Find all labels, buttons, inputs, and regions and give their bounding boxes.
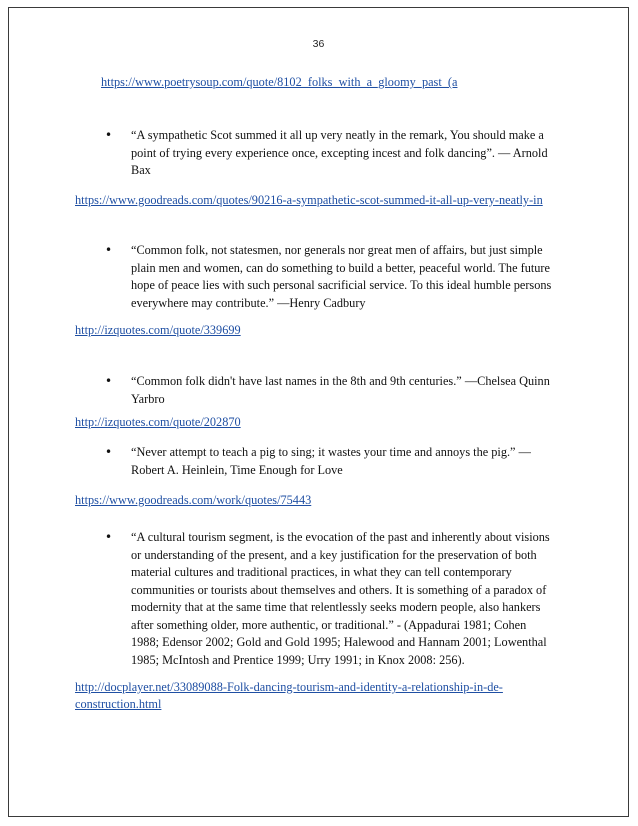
quote-line: hope of peace lies with such personal sacrificial service. To this ideal humble persons bbox=[131, 278, 552, 292]
quote-line: communities or tourists about themselves and others. It is something of a paradox of bbox=[131, 582, 547, 597]
source-link[interactable]: https://www.goodreads.com/quotes/90216-a-sympathetic-scot-summed-it-all-up-very-neatly-in bbox=[75, 193, 543, 207]
source-link[interactable]: http://izquotes.com/quote/202870 bbox=[75, 415, 241, 429]
document-page bbox=[8, 7, 629, 817]
bullet-icon: • bbox=[105, 128, 113, 142]
quote-text bbox=[131, 529, 566, 669]
quote-line: “Common folk, not statesmen, nor generals nor great men of affairs, but just simple bbox=[131, 243, 543, 257]
quote-item bbox=[75, 444, 566, 479]
quote-line: Bax bbox=[131, 163, 151, 177]
quote-line: material cultures and traditional practices, in what they can tell contemporary bbox=[131, 565, 512, 579]
quote-line: after something older, more authentic, or traditional.” - (Appadurai 1981; Cohen bbox=[131, 617, 527, 632]
quote-item bbox=[75, 529, 566, 669]
quote-line: 1985; McIntosh and Prentice 1999; Urry 1991; in Knox 2008: 256). bbox=[131, 652, 465, 667]
quote-item bbox=[75, 242, 566, 312]
quote-line: plain men and women, can do something to build a better, peaceful world. The future bbox=[131, 260, 550, 275]
quote-line: Robert A. Heinlein, Time Enough for Love bbox=[131, 462, 343, 477]
quote-text bbox=[131, 242, 566, 312]
quote-line: everywhere may contribute.” ―Henry Cadbury bbox=[131, 295, 366, 310]
quote-item bbox=[75, 373, 566, 408]
quote-text bbox=[131, 444, 566, 479]
source-link[interactable]: http://docplayer.net/33089088-Folk-dancing-tourism-and-identity-a-relationship-in-de-construction.html bbox=[75, 680, 503, 711]
bullet-icon: • bbox=[105, 530, 113, 544]
quote-line: 1988; Edensor 2002; Gold and Gold 1995; Halewood and Hannam 2001; Lowenthal bbox=[131, 635, 547, 649]
page-number: 36 bbox=[312, 38, 325, 50]
quote-text bbox=[131, 127, 566, 180]
bullet-icon: • bbox=[105, 445, 113, 459]
quote-line: “A sympathetic Scot summed it all up very neatly in the remark, You should make a bbox=[131, 128, 544, 142]
quote-line: “A cultural tourism segment, is the evocation of the past and inherently about visions bbox=[131, 530, 550, 544]
quote-line: Yarbro bbox=[131, 391, 165, 406]
quote-line: modernity that at the same time that relentlessly seeks modern people, also hankers bbox=[131, 600, 541, 614]
quote-line: “Never attempt to teach a pig to sing; it wastes your time and annoys the pig.” ― bbox=[131, 445, 531, 459]
quote-item bbox=[75, 127, 566, 180]
quote-text bbox=[131, 373, 566, 408]
source-link[interactable]: https://www.goodreads.com/work/quotes/75443 bbox=[75, 493, 312, 507]
source-link[interactable]: http://izquotes.com/quote/339699 bbox=[75, 323, 241, 337]
quote-line: or understanding of the present, and a key justification for the preservation of both bbox=[131, 547, 537, 562]
source-link[interactable]: https://www.poetrysoup.com/quote/8102_folks_with_a_gloomy_past_(a bbox=[101, 75, 458, 89]
quote-line: “Common folk didn't have last names in the 8th and 9th centuries.” ―Chelsea Quinn bbox=[131, 374, 550, 388]
bullet-icon: • bbox=[105, 374, 113, 388]
bullet-icon: • bbox=[105, 243, 113, 257]
quote-line: point of trying every experience once, excepting incest and folk dancing”. ― Arnold bbox=[131, 145, 548, 160]
